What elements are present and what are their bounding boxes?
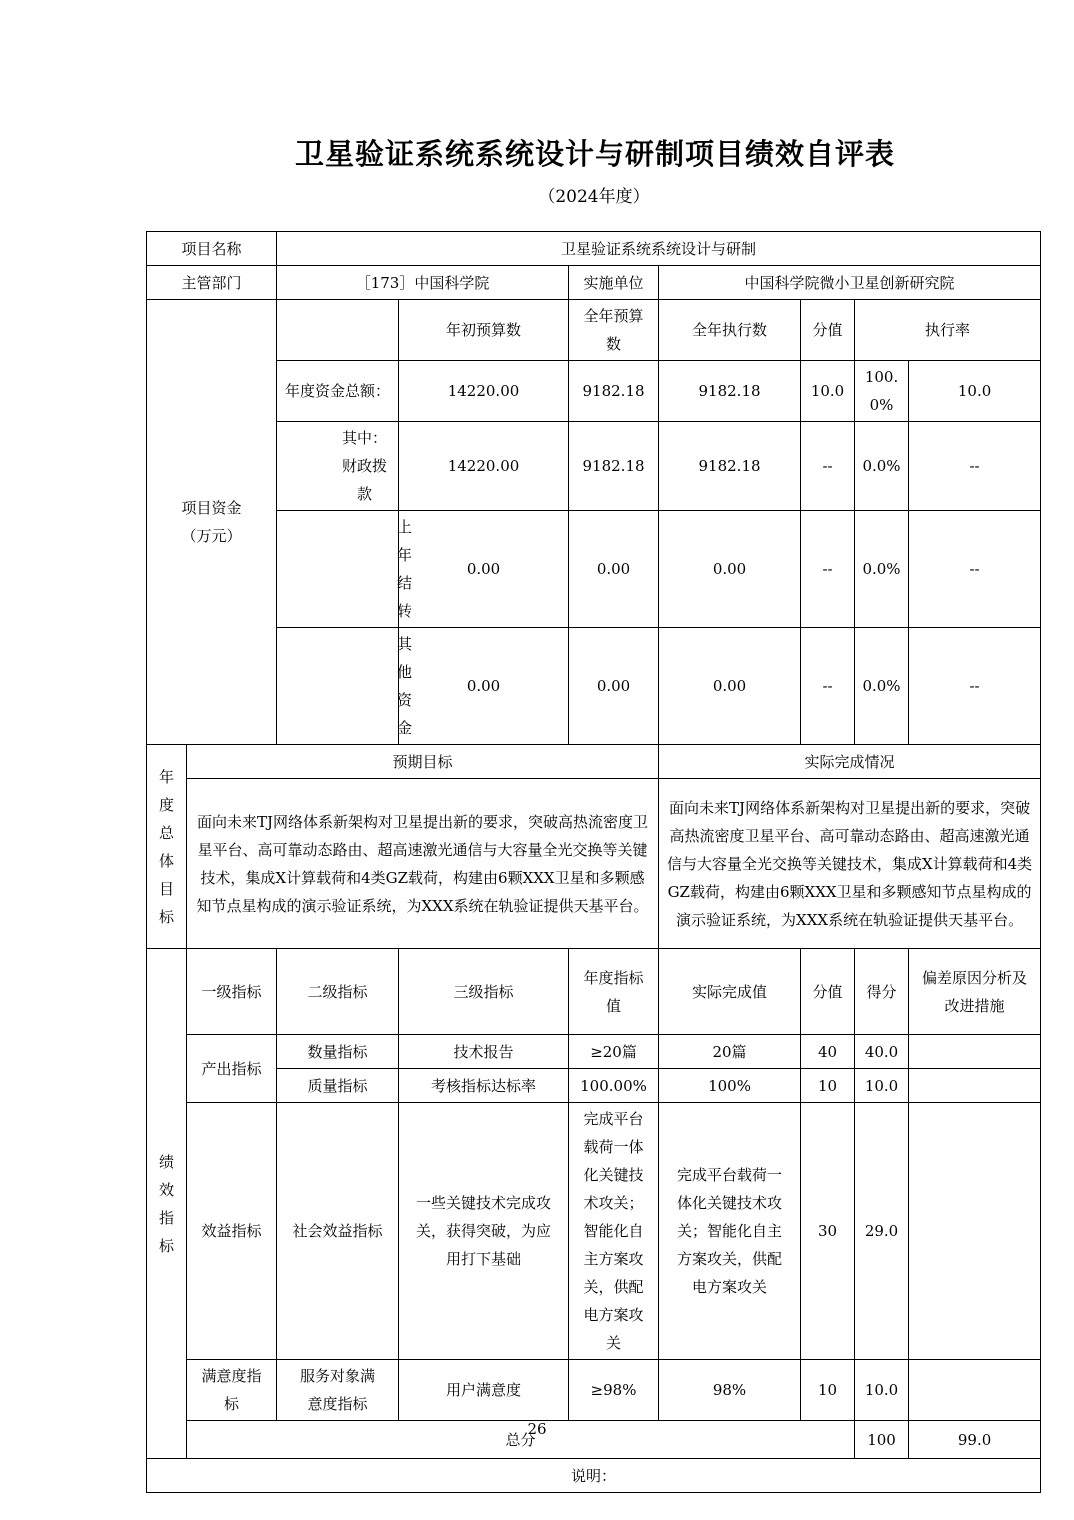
perf-header-target: 年度指标值 <box>569 949 659 1035</box>
actual-goal-header: 实际完成情况 <box>659 745 1041 779</box>
note-cell <box>909 1069 1041 1103</box>
funds-cell: 0.00 <box>569 628 659 745</box>
level2-cell: 质量指标 <box>277 1069 399 1103</box>
note-cell <box>909 1035 1041 1069</box>
output-label: 产出指标 <box>187 1035 277 1103</box>
vertical-label: 绩效指标 <box>158 1152 174 1255</box>
funds-header-row <box>147 300 1041 361</box>
funds-header-blank <box>277 300 399 361</box>
weight-cell: 30 <box>801 1103 855 1360</box>
performance-header-row <box>147 949 1041 1035</box>
level3-cell: 考核指标达标率 <box>399 1069 569 1103</box>
goals-content-row <box>147 779 1041 949</box>
funds-cell: 14220.00 <box>399 422 569 511</box>
actual-cell: 20篇 <box>659 1035 801 1069</box>
department-label: 主管部门 <box>147 266 277 300</box>
score-cell: 29.0 <box>855 1103 909 1360</box>
target-cell: 完成平台载荷一体化关键技术攻关；智能化自主方案攻关，供配电方案攻关 <box>569 1103 659 1360</box>
output-row-quantity <box>147 1035 1041 1069</box>
funds-cell: -- <box>801 511 855 628</box>
satisfaction-row <box>147 1360 1041 1421</box>
document-subtitle: （2024年度） <box>538 187 650 207</box>
level1-cell: 满意度指标 <box>187 1360 277 1421</box>
funds-cell: 0.00 <box>659 628 801 745</box>
level2-cell: 服务对象满意度指标 <box>277 1360 399 1421</box>
actual-cell: 100% <box>659 1069 801 1103</box>
project-name-label: 项目名称 <box>147 232 277 266</box>
performance-section-label <box>147 949 187 1459</box>
weight-cell: 10 <box>801 1360 855 1421</box>
perf-header-level1: 一级指标 <box>187 949 277 1035</box>
funds-cell: 0.00 <box>399 628 569 745</box>
funds-row-label: 上年结转 <box>277 511 399 628</box>
funds-cell: 0.00 <box>659 511 801 628</box>
funds-row-other <box>147 628 1041 745</box>
funds-header-initial: 年初预算数 <box>399 300 569 361</box>
score-cell: 40.0 <box>855 1035 909 1069</box>
funds-row-label: 其中：财政拨款 <box>277 422 399 511</box>
level2-cell: 数量指标 <box>277 1035 399 1069</box>
funds-row-total <box>147 361 1041 422</box>
target-cell: ≥98% <box>569 1360 659 1421</box>
department-row <box>147 266 1041 300</box>
funds-header-rate: 执行率 <box>855 300 1041 361</box>
funds-cell: 100.0% <box>855 361 909 422</box>
output-row-quality <box>147 1069 1041 1103</box>
weight-cell: 10 <box>801 1069 855 1103</box>
funds-row-fiscal <box>147 422 1041 511</box>
funds-header-weight: 分值 <box>801 300 855 361</box>
funds-section-label: 项目资金（万元） <box>147 300 277 745</box>
actual-cell: 完成平台载荷一体化关键技术攻关；智能化自主方案攻关，供配电方案攻关 <box>659 1103 801 1360</box>
funds-header-executed: 全年执行数 <box>659 300 801 361</box>
funds-cell: 0.00 <box>569 511 659 628</box>
perf-header-weight: 分值 <box>801 949 855 1035</box>
funds-cell: -- <box>909 511 1041 628</box>
total-label: 总分 <box>187 1421 855 1459</box>
target-cell: ≥20篇 <box>569 1035 659 1069</box>
document-title: 卫星验证系统系统设计与研制项目绩效自评表 <box>294 137 895 171</box>
actual-goal-text: 面向未来TJ网络体系新架构对卫星提出新的要求，突破高热流密度卫星平台、高可靠动态路由、超高速激光通信与大容量全光交换等关键技术，集成X计算载荷和4类GZ载荷，构建由6颗XXX卫星和多颗感知节点星构成的演示验证系统，为XXX系统在轨验证提供天基平台。 <box>659 779 1041 949</box>
expected-goal-header: 预期目标 <box>187 745 659 779</box>
funds-row-label: 年度资金总额： <box>277 361 399 422</box>
expected-goal-text: 面向未来TJ网络体系新架构对卫星提出新的要求，突破高热流密度卫星平台、高可靠动态路由、超高速激光通信与大容量全光交换等关键技术，集成X计算载荷和4类GZ载荷，构建由6颗XXX卫星和多颗感知节点星构成的演示验证系统，为XXX系统在轨验证提供天基平台。 <box>187 779 659 949</box>
department-value: ［173］中国科学院 <box>277 266 569 300</box>
funds-cell: 9182.18 <box>569 361 659 422</box>
actual-cell: 98% <box>659 1360 801 1421</box>
score-cell: 10.0 <box>855 1069 909 1103</box>
funds-cell: -- <box>801 628 855 745</box>
goals-header-row <box>147 745 1041 779</box>
unit-value: 中国科学院微小卫星创新研究院 <box>659 266 1041 300</box>
funds-cell: 0.0% <box>855 511 909 628</box>
score-cell: 10.0 <box>855 1360 909 1421</box>
goals-section-label <box>147 745 187 949</box>
target-cell: 100.00% <box>569 1069 659 1103</box>
weight-cell: 40 <box>801 1035 855 1069</box>
perf-header-note: 偏差原因分析及改进措施 <box>909 949 1041 1035</box>
level2-cell: 社会效益指标 <box>277 1103 399 1360</box>
evaluation-table <box>146 231 1041 1493</box>
funds-cell: 10.0 <box>801 361 855 422</box>
funds-cell: 9182.18 <box>659 422 801 511</box>
funds-cell: 0.0% <box>855 628 909 745</box>
funds-cell: 0.0% <box>855 422 909 511</box>
funds-cell: -- <box>909 422 1041 511</box>
funds-header-annual: 全年预算数 <box>569 300 659 361</box>
project-name-row <box>147 232 1041 266</box>
benefit-row <box>147 1103 1041 1360</box>
note-label: 说明： <box>147 1459 1041 1493</box>
perf-header-level3: 三级指标 <box>399 949 569 1035</box>
funds-cell: 9182.18 <box>659 361 801 422</box>
total-score: 99.0 <box>909 1421 1041 1459</box>
perf-header-score: 得分 <box>855 949 909 1035</box>
funds-cell: 14220.00 <box>399 361 569 422</box>
level3-cell: 一些关键技术完成攻关，获得突破，为应用打下基础 <box>399 1103 569 1360</box>
note-cell <box>909 1360 1041 1421</box>
funds-cell: -- <box>909 628 1041 745</box>
vertical-label: 年度总体目标 <box>158 767 174 926</box>
project-name-value: 卫星验证系统系统设计与研制 <box>277 232 1041 266</box>
total-weight: 100 <box>855 1421 909 1459</box>
unit-label: 实施单位 <box>569 266 659 300</box>
funds-cell: 10.0 <box>909 361 1041 422</box>
funds-row-carryover <box>147 511 1041 628</box>
note-cell <box>909 1103 1041 1360</box>
level3-cell: 用户满意度 <box>399 1360 569 1421</box>
funds-cell: 9182.18 <box>569 422 659 511</box>
level3-cell: 技术报告 <box>399 1035 569 1069</box>
perf-header-actual: 实际完成值 <box>659 949 801 1035</box>
level1-cell: 效益指标 <box>187 1103 277 1360</box>
funds-row-label: 其他资金 <box>277 628 399 745</box>
funds-cell: 0.00 <box>399 511 569 628</box>
note-row <box>147 1459 1041 1493</box>
perf-header-level2: 二级指标 <box>277 949 399 1035</box>
funds-cell: -- <box>801 422 855 511</box>
page-number: 26 <box>527 1420 547 1438</box>
